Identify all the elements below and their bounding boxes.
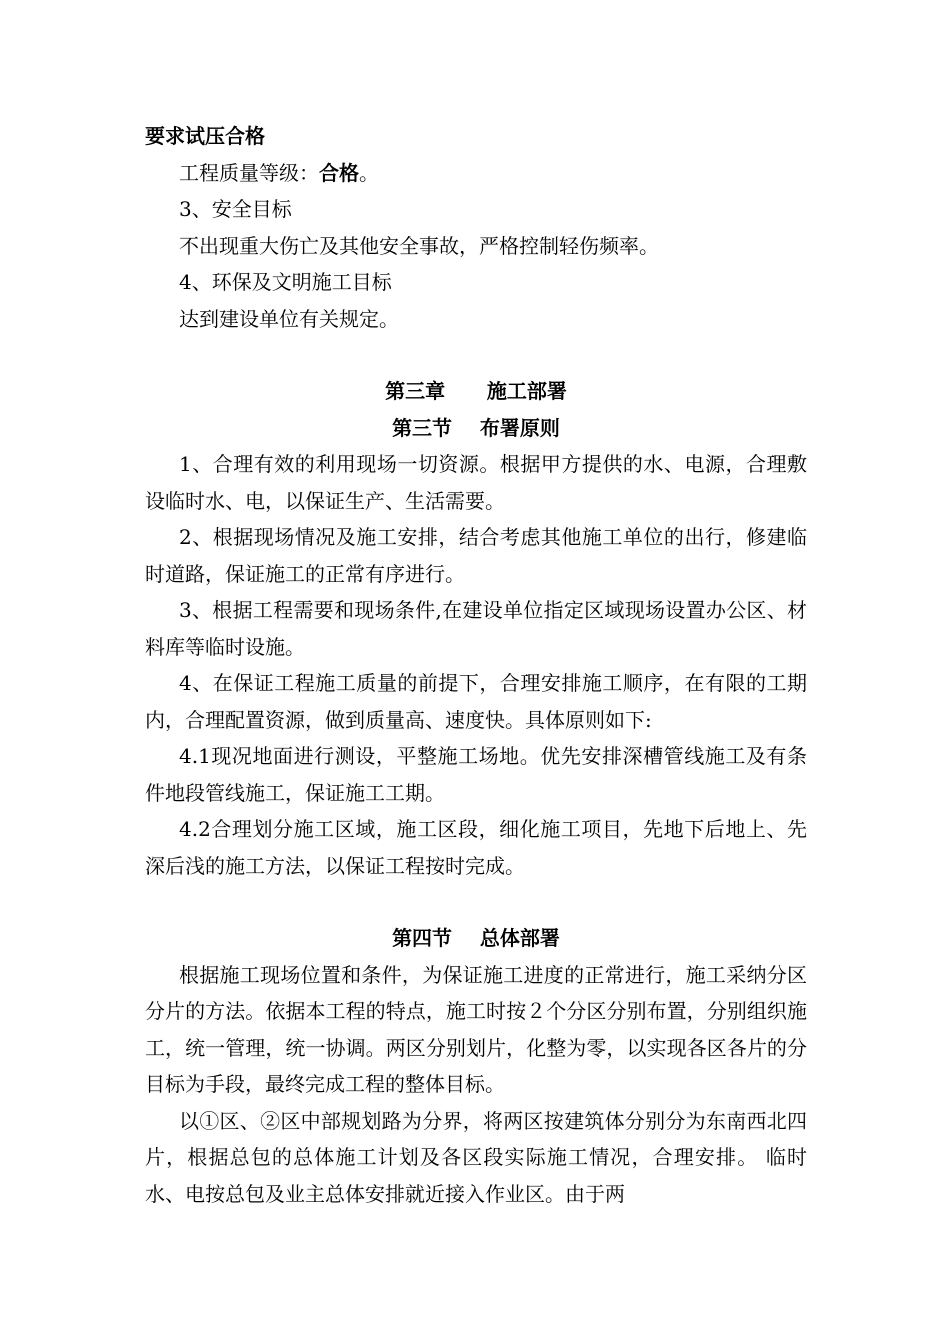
safety-goal-text: 不出现重大伤亡及其他安全事故，严格控制轻伤频率。 [179, 233, 659, 258]
principle-item-4-1: 4.1现况地面进行测设，平整施工场地。优先安排深槽管线施工及有条件地段管线施工，保证施工工期。 [145, 744, 807, 805]
principle-item-1: 1、合理有效的利用现场一切资源。根据甲方提供的水、电源，合理敷设临时水、电，以保证生产、生活需要。 [145, 452, 807, 513]
environment-goal-title: 4、环保及文明施工目标 [179, 270, 392, 294]
spacer [145, 337, 807, 373]
principle-item-3: 3、根据工程需要和现场条件,在建设单位指定区域现场设置办公区、材料库等临时设施。 [145, 598, 807, 659]
section-4-title: 第四节 总体部署 [392, 926, 560, 950]
overall-deployment-paragraph-2: 以①区、②区中部规划路为分界，将两区按建筑体分别分为东南西北四片，根据总包的总体施工计划及各区段实际施工情况，合理安排。 临时水、电按总包及业主总体安排就近接入作业区。由于两 [145, 1108, 807, 1206]
safety-goal-title: 3、安全目标 [179, 197, 292, 221]
quality-grade-label: 工程质量等级： [179, 160, 319, 185]
document-page [145, 118, 807, 1212]
quality-grade-end: 。 [359, 160, 379, 185]
quality-grade-line [145, 155, 807, 192]
overall-deployment-paragraph-1: 根据施工现场位置和条件，为保证施工进度的正常进行，施工采纳分区分片的方法。依据本工程的特点，施工时按２个分区分别布置，分别组织施工，统一管理，统一协调。两区分别划片，化整为零，以实现各区各片的分目标为手段，最终完成工程的整体目标。 [145, 962, 807, 1096]
principle-item-4-2: 4.2合理划分施工区域，施工区段，细化施工项目，先地下后地上、先深后浅的施工方法，以保证工程按时完成。 [145, 817, 807, 878]
chapter-3-title: 第三章 施工部署 [385, 379, 567, 403]
quality-grade-value: 合格 [319, 160, 359, 185]
principle-item-2: 2、根据现场情况及施工安排，结合考虑其他施工单位的出行，修建临时道路，保证施工的正常有序进行。 [145, 525, 807, 586]
section-3-title: 第三节 布署原则 [392, 415, 560, 440]
environment-goal-text: 达到建设单位有关规定。 [179, 306, 399, 331]
spacer [145, 884, 807, 920]
intro-line-pressure-test: 要求试压合格 [145, 124, 265, 148]
principle-item-4: 4、在保证工程施工质量的前提下，合理安排施工顺序，在有限的工期内，合理配置资源，做到质量高、速度快。具体原则如下: [145, 671, 807, 732]
